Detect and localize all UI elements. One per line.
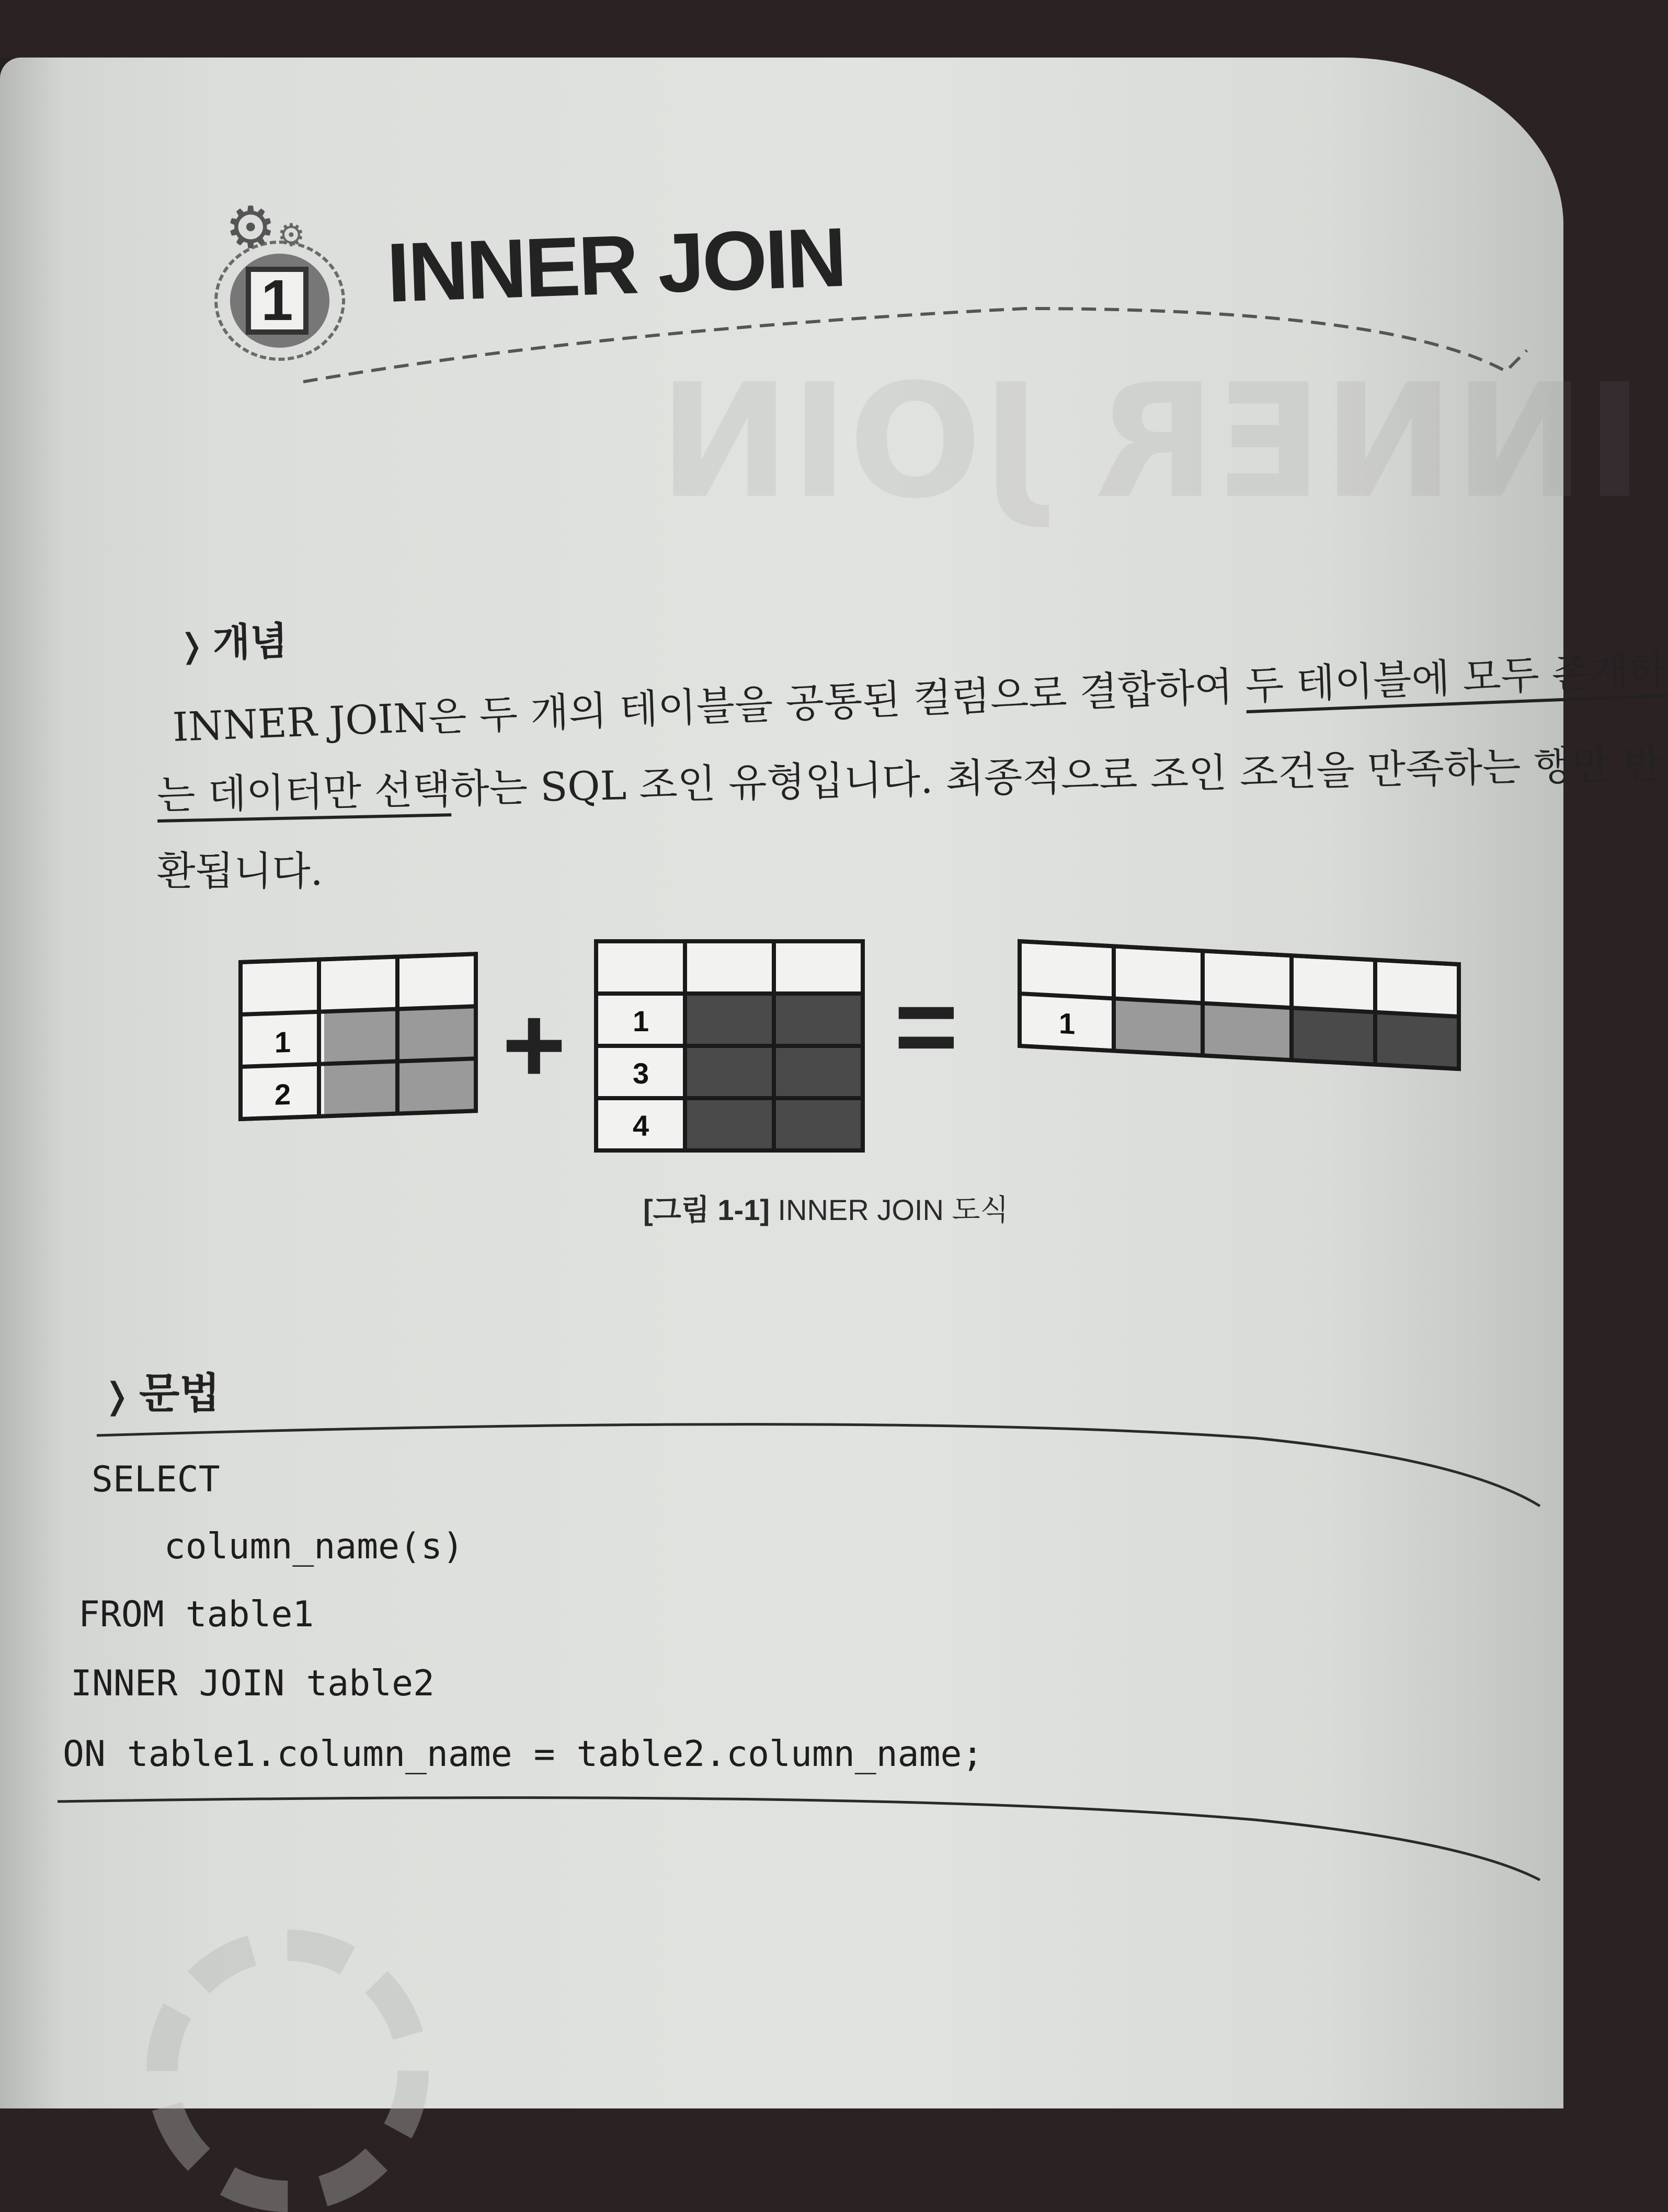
left-key-1: 1 [275,1025,291,1059]
chapter-title: INNER JOIN [385,210,847,320]
paragraph-line: INNER JOIN은 두 개의 테이블을 공통된 컬럼으로 결합하여 두 테이블에 모두 존재하 [172,646,1668,750]
page-gutter-shadow [0,58,63,2108]
gear-icon: ⚙ [225,194,277,261]
chevron-right-icon: ❭ [102,1375,132,1417]
result-table [1020,941,1459,1069]
paragraph-line: 는 데이터만 선택하는 SQL 조인 유형입니다. 최종적으로 조인 조건을 만족하는 행만 반 [156,740,1662,818]
left-key-2: 2 [275,1077,291,1111]
code-line: FROM table1 [78,1594,314,1635]
right-key-1: 1 [633,1005,649,1037]
equals-sign: = [894,965,958,1088]
right-key-4: 4 [633,1109,649,1142]
code-line: SELECT [92,1459,220,1500]
underlined-phrase: 는 데이터만 선택 [156,766,452,818]
plus-sign: + [502,983,566,1106]
syntax-heading: ❭ 문법 [102,1369,220,1418]
chevron-right-icon: ❭ [177,626,206,665]
show-through-text: INNER JOIN [659,350,1644,533]
right-key-3: 3 [633,1057,649,1090]
inner-join-diagram [230,931,1516,1171]
paragraph-line: 환됩니다. [157,848,323,894]
right-table [596,941,863,1150]
small-gear-icon: ⚙ [277,217,305,254]
code-line: INNER JOIN table2 [71,1663,435,1704]
code-line: ON table1.column_name = table2.column_name; [63,1734,984,1775]
concept-heading: ❭ 개념 [177,619,288,666]
figure-caption: [그림 1-1] INNER JOIN 도식 [643,1193,1009,1226]
underlined-phrase: 두 테이블에 모두 존재하 [1244,646,1668,710]
show-through-gear [146,1930,429,2212]
title-dashed-line [293,293,1548,424]
code-line: column_name(s) [78,1526,464,1567]
result-key-1: 1 [1059,1006,1076,1041]
chapter-number: 1 [246,267,309,335]
left-table [241,954,476,1119]
